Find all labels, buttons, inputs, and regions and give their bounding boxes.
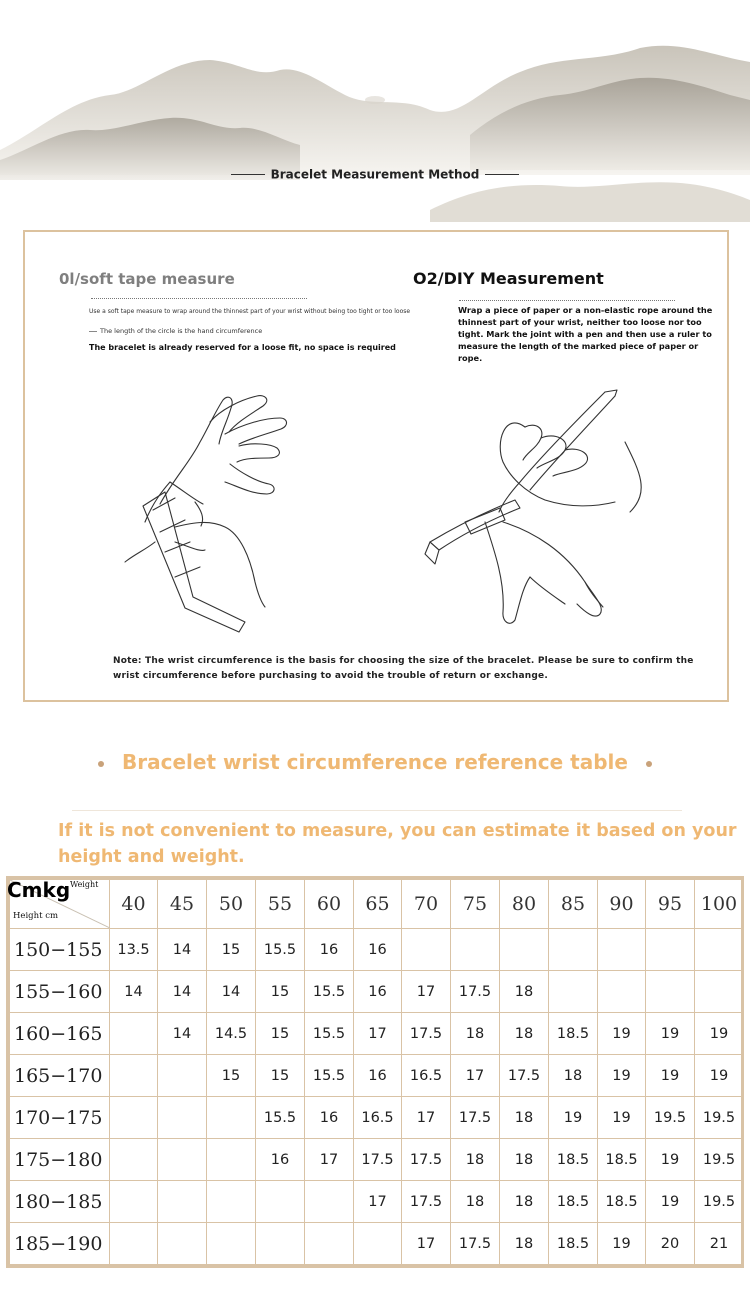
- weight-header-cell: 45: [158, 880, 207, 929]
- size-value-cell: 16: [354, 971, 402, 1013]
- weight-header-cell: 85: [549, 880, 598, 929]
- size-value-cell: [110, 1097, 158, 1139]
- bullet-dot: [646, 761, 652, 767]
- measurement-instructions-panel: [23, 230, 729, 702]
- size-value-cell: 20: [646, 1223, 695, 1265]
- diy-instructions: Wrap a piece of paper or a non-elastic rope around the thinnest part of your wrist, neither too loose nor too tight. Mark the joint with a pen and then use a ruler to measure the length of the marked piece of paper or rope.: [458, 305, 713, 363]
- size-value-cell: 17: [354, 1181, 402, 1223]
- size-value-cell: 18: [500, 1139, 549, 1181]
- size-value-cell: 17: [402, 971, 451, 1013]
- weight-header-cell: 80: [500, 880, 549, 929]
- dotted-divider: [459, 300, 675, 301]
- height-range-cell: 175−180: [10, 1139, 110, 1181]
- size-value-cell: 17.5: [402, 1139, 451, 1181]
- size-value-cell: [354, 1223, 402, 1265]
- size-value-cell: 14: [110, 971, 158, 1013]
- size-value-cell: 18.5: [549, 1181, 598, 1223]
- size-value-cell: [207, 1097, 256, 1139]
- size-value-cell: [110, 1139, 158, 1181]
- size-value-cell: [158, 1097, 207, 1139]
- size-value-cell: 16: [354, 1055, 402, 1097]
- height-range-cell: 165−170: [10, 1055, 110, 1097]
- brand-label: Cmkg: [7, 878, 71, 902]
- size-value-cell: 15: [256, 1013, 305, 1055]
- size-value-cell: 19.5: [695, 1097, 744, 1139]
- size-value-cell: 17: [354, 1013, 402, 1055]
- dash-marker: [89, 331, 97, 332]
- size-value-cell: 15.5: [256, 929, 305, 971]
- size-value-cell: 15: [256, 971, 305, 1013]
- header-banner: [0, 0, 750, 222]
- weight-header-cell: 100: [695, 880, 744, 929]
- size-value-cell: 19: [598, 1223, 646, 1265]
- table-row: [10, 929, 744, 971]
- size-value-cell: [500, 929, 549, 971]
- size-value-cell: [158, 1055, 207, 1097]
- size-value-cell: 18.5: [549, 1013, 598, 1055]
- size-value-cell: [598, 929, 646, 971]
- size-value-cell: 21: [695, 1223, 744, 1265]
- weight-header-cell: 70: [402, 880, 451, 929]
- size-value-cell: [256, 1181, 305, 1223]
- table-row: [10, 1223, 744, 1265]
- weight-header-cell: 55: [256, 880, 305, 929]
- soft-tape-instructions: [89, 308, 469, 352]
- size-value-cell: 17.5: [500, 1055, 549, 1097]
- size-value-cell: 16.5: [354, 1097, 402, 1139]
- table-header-row: [10, 880, 744, 929]
- weight-header-cell: 65: [354, 880, 402, 929]
- height-range-cell: 155−160: [10, 971, 110, 1013]
- size-value-cell: 17: [402, 1097, 451, 1139]
- size-value-cell: 17: [451, 1055, 500, 1097]
- table-row: [10, 1181, 744, 1223]
- size-value-cell: [305, 1181, 354, 1223]
- size-value-cell: [207, 1223, 256, 1265]
- size-value-cell: [110, 1223, 158, 1265]
- size-value-cell: 17.5: [451, 971, 500, 1013]
- size-value-cell: 18: [451, 1139, 500, 1181]
- size-value-cell: 19: [646, 1013, 695, 1055]
- size-value-cell: 18: [451, 1181, 500, 1223]
- size-value-cell: [695, 929, 744, 971]
- size-value-cell: 19.5: [646, 1097, 695, 1139]
- size-value-cell: 15: [256, 1055, 305, 1097]
- table-corner-cell: [7, 878, 110, 929]
- table-row: [10, 971, 744, 1013]
- hand-measuring-illustration: [25, 382, 731, 642]
- size-value-cell: 15.5: [305, 1013, 354, 1055]
- divider-line: [72, 810, 682, 811]
- size-value-cell: [598, 971, 646, 1013]
- size-value-cell: 17.5: [402, 1013, 451, 1055]
- estimate-subtitle: If it is not convenient to measure, you can estimate it based on your height and weight.: [58, 821, 737, 867]
- size-value-cell: 16: [256, 1139, 305, 1181]
- weight-header-cell: 90: [598, 880, 646, 929]
- diy-heading: O2/DIY Measurement: [413, 269, 604, 288]
- size-value-cell: 19: [598, 1097, 646, 1139]
- size-value-cell: [695, 971, 744, 1013]
- size-value-cell: 16: [305, 929, 354, 971]
- size-value-cell: 19: [695, 1013, 744, 1055]
- size-value-cell: [549, 971, 598, 1013]
- section-title-text: Bracelet Measurement Method: [270, 167, 480, 182]
- size-value-cell: 17.5: [451, 1223, 500, 1265]
- weight-header-cell: 75: [451, 880, 500, 929]
- size-value-cell: 17: [402, 1223, 451, 1265]
- weight-axis-label: Weight: [70, 880, 99, 889]
- size-value-cell: [110, 1181, 158, 1223]
- size-value-cell: 16.5: [402, 1055, 451, 1097]
- size-value-cell: 19.5: [695, 1181, 744, 1223]
- height-range-cell: 170−175: [10, 1097, 110, 1139]
- size-value-cell: 15: [207, 929, 256, 971]
- weight-header-cell: 50: [207, 880, 256, 929]
- size-value-cell: [110, 1013, 158, 1055]
- size-value-cell: [256, 1223, 305, 1265]
- size-value-cell: [549, 929, 598, 971]
- size-value-cell: 18: [500, 1181, 549, 1223]
- size-value-cell: 18: [500, 971, 549, 1013]
- soft-tape-heading: 0l/soft tape measure: [59, 270, 235, 288]
- weight-header-cell: 60: [305, 880, 354, 929]
- size-value-cell: 15.5: [305, 971, 354, 1013]
- size-value-cell: 19: [646, 1055, 695, 1097]
- size-value-cell: 17.5: [451, 1097, 500, 1139]
- height-range-cell: 180−185: [10, 1181, 110, 1223]
- size-value-cell: 14: [158, 929, 207, 971]
- size-value-cell: 14.5: [207, 1013, 256, 1055]
- ink-mountain-illustration: [0, 0, 750, 222]
- table-row: [10, 1097, 744, 1139]
- bullet-dot: [98, 761, 104, 767]
- dotted-divider: [91, 298, 307, 299]
- instruction-line: Use a soft tape measure to wrap around the thinnest part of your wrist without being too tight or too loose: [89, 308, 411, 315]
- height-axis-label: Height cm: [13, 911, 59, 921]
- size-value-cell: [110, 1055, 158, 1097]
- size-value-cell: 19.5: [695, 1139, 744, 1181]
- instruction-text: The length of the circle is the hand circumference: [100, 327, 263, 335]
- size-value-cell: 16: [305, 1097, 354, 1139]
- divider-line: [485, 174, 519, 175]
- size-value-cell: 19: [695, 1055, 744, 1097]
- size-value-cell: 18: [549, 1055, 598, 1097]
- size-value-cell: 17.5: [354, 1139, 402, 1181]
- size-value-cell: 16: [354, 929, 402, 971]
- size-value-cell: 18: [500, 1223, 549, 1265]
- reference-table-title: [0, 750, 750, 774]
- size-value-cell: 15: [207, 1055, 256, 1097]
- size-value-cell: [158, 1139, 207, 1181]
- table-row: [10, 1013, 744, 1055]
- weight-header-cell: 95: [646, 880, 695, 929]
- instruction-line: The bracelet is already reserved for a loose fit, no space is required: [89, 343, 396, 352]
- size-value-cell: 18.5: [549, 1139, 598, 1181]
- size-value-cell: 18: [500, 1013, 549, 1055]
- size-value-cell: [451, 929, 500, 971]
- size-value-cell: [402, 929, 451, 971]
- size-value-cell: [646, 971, 695, 1013]
- size-value-cell: 18.5: [598, 1139, 646, 1181]
- size-value-cell: 19: [646, 1181, 695, 1223]
- size-value-cell: [207, 1139, 256, 1181]
- size-value-cell: [207, 1181, 256, 1223]
- size-value-cell: 13.5: [110, 929, 158, 971]
- divider-line: [231, 174, 265, 175]
- size-value-cell: 14: [158, 1013, 207, 1055]
- weight-header-cell: 40: [110, 880, 158, 929]
- size-value-cell: 18.5: [549, 1223, 598, 1265]
- size-value-cell: 19: [646, 1139, 695, 1181]
- size-value-cell: 19: [549, 1097, 598, 1139]
- height-range-cell: 150−155: [10, 929, 110, 971]
- size-value-cell: [305, 1223, 354, 1265]
- size-value-cell: 18.5: [598, 1181, 646, 1223]
- size-value-cell: 17: [305, 1139, 354, 1181]
- size-value-cell: [646, 929, 695, 971]
- size-value-cell: 14: [207, 971, 256, 1013]
- size-table: [6, 876, 744, 1268]
- size-note: Note: The wrist circumference is the basis for choosing the size of the bracelet. Please be sure to confirm the wrist circumference before purchasing to avoid the trouble of return or exchange.: [113, 656, 694, 681]
- size-value-cell: [158, 1223, 207, 1265]
- table-row: [10, 1055, 744, 1097]
- reference-table-title-text: Bracelet wrist circumference reference table: [122, 750, 628, 774]
- table-row: [10, 1139, 744, 1181]
- size-value-cell: 18: [500, 1097, 549, 1139]
- size-value-cell: 15.5: [256, 1097, 305, 1139]
- size-value-cell: 18: [451, 1013, 500, 1055]
- height-range-cell: 160−165: [10, 1013, 110, 1055]
- size-value-cell: [158, 1181, 207, 1223]
- height-range-cell: 185−190: [10, 1223, 110, 1265]
- section-title: [0, 164, 750, 183]
- size-value-cell: 19: [598, 1013, 646, 1055]
- instruction-line: [89, 327, 469, 335]
- size-value-cell: 17.5: [402, 1181, 451, 1223]
- size-value-cell: 14: [158, 971, 207, 1013]
- size-value-cell: 15.5: [305, 1055, 354, 1097]
- size-value-cell: 19: [598, 1055, 646, 1097]
